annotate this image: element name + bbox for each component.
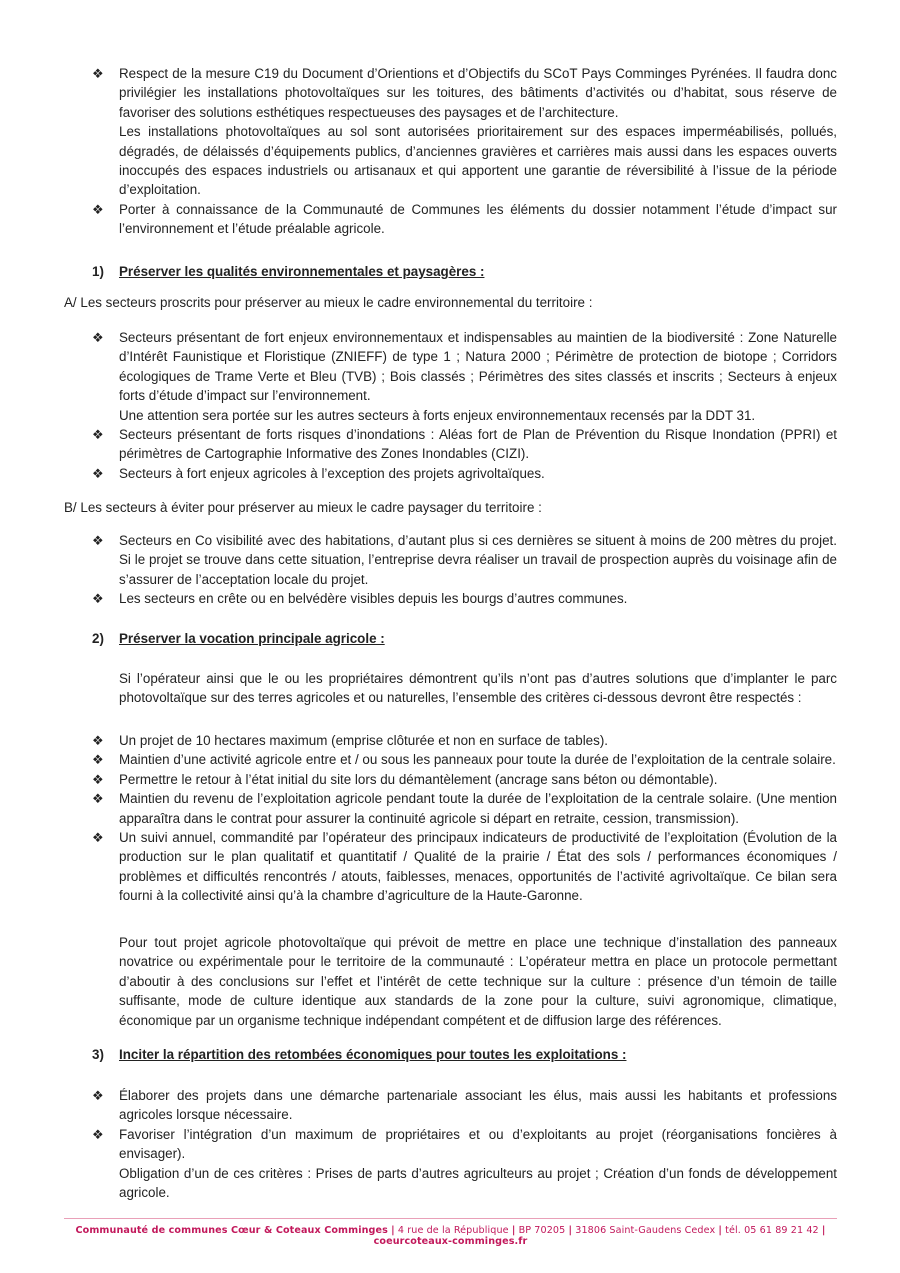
list-item-text: Maintien d’une activité agricole entre et / ou sous les panneaux pour toute la durée de l’exploitation de la centrale solaire. [119, 752, 836, 768]
list-item [92, 425, 837, 464]
section2-outro-paragraph: Pour tout projet agricole photovoltaïque qui prévoit de mettre en place une technique d’installation des panneaux novatrice ou expérimentale pour le territoire de la communauté : L’opérateur mettra en place un protocole permettant d’aboutir à des conclusions sur l’effet et l’intérêt de cette technique sur la culture : présence d’un témoin de taille suffisante, mode de culture identique aux standards de la zone pour la culture, suivi agronomique, climatique, économique par un organisme technique indépendant compétent et de diffusion large des références. [119, 935, 837, 1028]
footer-separator: | [718, 1225, 722, 1236]
footer-organization: Communauté de communes Cœur & Coteaux Comminges [75, 1225, 388, 1236]
diamond-bullet-icon: ❖ [92, 830, 104, 846]
footer-separator: | [511, 1225, 516, 1236]
list-item-text: Secteurs présentant de fort enjeux environnementaux et indispensables au maintien de la biodiversité : Zone Naturelle d’Intérêt Faunistique et Floristique (ZNIEFF) de type 1 ; Natura 2000 ; Périmètre de protection de biotope ; Corridors écologiques de Trame Verte et Bleu (TVB) ; Bois classés ; Périmètres des sites classés et inscrits ; Secteurs à enjeux forts d’étude d’impact sur l’environnement. [119, 330, 837, 404]
section-heading-1 [92, 264, 484, 279]
list-item [92, 531, 837, 589]
list-item-text: Favoriser l’intégration d’un maximum de propriétaires et ou d’exploitants au projet (réorganisations foncières à envisager). [119, 1126, 837, 1162]
diamond-bullet-icon: ❖ [92, 1126, 104, 1142]
list-item [92, 750, 837, 769]
footer-city: 31806 Saint-Gaudens Cedex [575, 1225, 716, 1236]
diamond-bullet-icon: ❖ [92, 427, 104, 443]
list-item-text: Maintien du revenu de l’exploitation agricole pendant toute la durée de l’exploitation de la centrale solaire. (Une mention apparaîtra dans le contrat pour assurer la continuité agricole si départ en retraite, cession, transmission). [119, 791, 837, 826]
diamond-bullet-icon: ❖ [92, 771, 104, 787]
list-item [92, 770, 837, 789]
footer-separator: | [568, 1225, 573, 1236]
diamond-bullet-icon: ❖ [92, 201, 104, 217]
list-item-text: Secteurs à fort enjeux agricoles à l’exception des projets agrivoltaïques. [119, 465, 545, 481]
section1-b-bullet-list [92, 531, 837, 609]
list-item-text: Permettre le retour à l’état initial du site lors du démantèlement (ancrage sans béton ou démontable). [119, 771, 718, 787]
list-item-text: Secteurs présentant de forts risques d’inondations : Aléas fort de Plan de Prévention du Risque Inondation (PPRI) et périmètres de Cartographie Informative des Zones Inondables (CIZI). [119, 427, 837, 462]
footer-phone: tél. 05 61 89 21 42 [725, 1225, 819, 1236]
list-item [92, 200, 837, 239]
section3-bullet-list [92, 1086, 837, 1202]
diamond-bullet-icon: ❖ [92, 66, 104, 81]
diamond-bullet-icon: ❖ [92, 752, 104, 768]
footer-separator: | [821, 1225, 826, 1236]
footer-address: 4 rue de la République [397, 1225, 509, 1236]
list-item-text: Secteurs en Co visibilité avec des habitations, d’autant plus si ces dernières se situent à moins de 200 mètres du projet. Si le projet se trouve dans cette situation, l’entreprise devra réaliser un travail de prospection auprès du voisinage afin de s’assurer de l’acceptation locale du projet. [119, 533, 837, 587]
list-item-text: Porter à connaissance de la Communauté de Communes les éléments du dossier notamment l’étude d’impact sur l’environnement et l’étude préalable agricole. [119, 201, 837, 237]
list-item [92, 1086, 837, 1125]
diamond-bullet-icon: ❖ [92, 465, 104, 481]
list-item [92, 464, 837, 483]
subsection-b-label: B/ Les secteurs à éviter pour préserver au mieux le cadre paysager du territoire : [64, 500, 542, 515]
footer-separator: | [391, 1225, 395, 1236]
section2-intro-paragraph: Si l’opérateur ainsi que le ou les propriétaires démontrent qu’ils n’ont pas d’autres solutions que d’implanter le parc photovoltaïque sur des terres agricoles et ou naturelles, l’ensemble des critères ci-dessous devront être respectés : [119, 671, 837, 706]
list-item [92, 64, 837, 200]
section-number: 2) [92, 631, 104, 646]
list-item [92, 589, 837, 608]
footer-po-box: BP 70205 [518, 1225, 566, 1236]
footer-divider [64, 1218, 837, 1219]
section2-bullet-list [92, 731, 837, 906]
list-item-text: Un suivi annuel, commandité par l’opérateur des principaux indicateurs de productivité de l’exploitation (Évolution de la production sur le plan qualitatif et quantitatif / Qualité de la prairie / État des sols / performances économiques / problèmes et difficultés rencontrés / atouts, faiblesses, menaces, opportunités de l’activité agrivoltaïque. Ce bilan sera fourni à la collectivité ainsi qu’à la chambre d’agriculture de la Haute-Garonne. [119, 830, 837, 904]
intro-bullet-list [92, 64, 837, 239]
page-footer [64, 1225, 837, 1247]
diamond-bullet-icon: ❖ [92, 591, 104, 607]
section-heading-3 [92, 1047, 626, 1062]
list-item [92, 731, 837, 750]
section-title: Préserver la vocation principale agricole : [119, 631, 385, 646]
section-title: Inciter la répartition des retombées économiques pour toutes les exploitations : [119, 1047, 627, 1062]
diamond-bullet-icon: ❖ [92, 330, 104, 345]
section-number: 3) [92, 1047, 104, 1062]
diamond-bullet-icon: ❖ [92, 733, 104, 748]
section-title: Préserver les qualités environnementales et paysagères : [119, 264, 485, 279]
list-item-text: Les secteurs en crête ou en belvédère visibles depuis les bourgs d’autres communes. [119, 591, 628, 607]
list-item-text: Élaborer des projets dans une démarche partenariale associant les élus, mais aussi les habitants et professions agricoles lorsque nécessaire. [119, 1088, 837, 1123]
list-item [92, 1125, 837, 1203]
footer-website-link[interactable]: coeurcoteaux-comminges.fr [373, 1236, 528, 1247]
diamond-bullet-icon: ❖ [92, 791, 104, 807]
list-item-text: Un projet de 10 hectares maximum (emprise clôturée et non en surface de tables). [119, 733, 609, 748]
section-number: 1) [92, 264, 104, 279]
diamond-bullet-icon: ❖ [92, 533, 104, 548]
list-item-text: Respect de la mesure C19 du Document d’Orientions et d’Objectifs du SCoT Pays Comminges Pyrénées. Il faudra donc privilégier les installations photovoltaïques sur les toitures, des bâtiments d’activités ou d’habitat, sous réserve de favoriser des solutions esthétiques respectueuses des paysages et de l’architecture. [119, 66, 837, 120]
list-item [92, 828, 837, 906]
diamond-bullet-icon: ❖ [92, 1088, 104, 1103]
subsection-a-label: A/ Les secteurs proscrits pour préserver au mieux le cadre environnemental du territoire : [64, 295, 593, 310]
list-item-continuation: Une attention sera portée sur les autres secteurs à forts enjeux environnementaux recensés par la DDT 31. [119, 407, 756, 423]
section-heading-2 [92, 631, 385, 646]
list-item [92, 789, 837, 828]
list-item [92, 328, 837, 425]
section1-a-bullet-list [92, 328, 837, 483]
list-item-continuation: Obligation d’un de ces critères : Prises de parts d’autres agriculteurs au projet ; Création d’un fonds de développement agricole. [119, 1165, 837, 1201]
list-item-continuation: Les installations photovoltaïques au sol sont autorisées prioritairement sur des espaces imperméabilisés, pollués, dégradés, de délaissés d’équipements publics, d’anciennes gravières et carrières mais aussi dans les espaces ouverts inoccupés des espaces industriels ou artisanaux et qui apportent une garantie de réversibilité à l’issue de la période d’exploitation. [119, 124, 837, 198]
